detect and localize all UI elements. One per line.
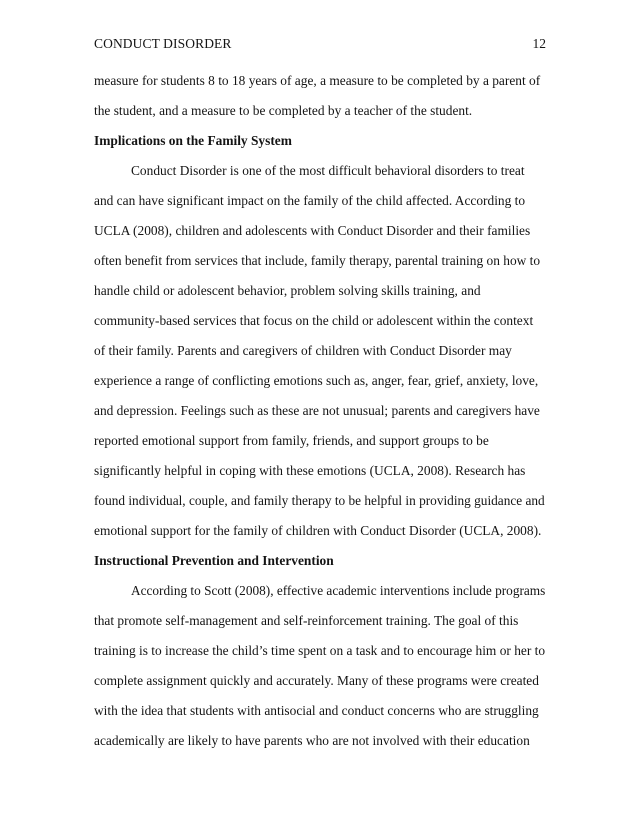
body-line: handle child or adolescent behavior, problem solving skills training, and [94, 283, 481, 298]
page-number: 12 [532, 36, 546, 51]
body-line: experience a range of conflicting emotions such as, anger, fear, grief, anxiety, love, [94, 373, 539, 388]
section-heading-instructional: Instructional Prevention and Intervention [94, 553, 334, 568]
body-line: that promote self-management and self-reinforcement training. The goal of this [94, 613, 519, 628]
body-line: the student, and a measure to be completed by a teacher of the student. [94, 103, 473, 118]
body-line: UCLA (2008), children and adolescents with Conduct Disorder and their families [94, 223, 531, 238]
body-line: and depression. Feelings such as these are not unusual; parents and caregivers have [94, 403, 540, 418]
body-line: measure for students 8 to 18 years of age, a measure to be completed by a parent of [94, 73, 541, 88]
body-line: significantly helpful in coping with these emotions (UCLA, 2008). Research has [94, 463, 526, 478]
body-line: emotional support for the family of children with Conduct Disorder (UCLA, 2008). [94, 523, 542, 538]
body-line: of their family. Parents and caregivers of children with Conduct Disorder may [94, 343, 512, 358]
body-line: academically are likely to have parents who are not involved with their education [94, 733, 530, 748]
body-line: and can have significant impact on the family of the child affected. According to [94, 193, 526, 208]
running-head: CONDUCT DISORDER [94, 36, 232, 51]
body-line: community-based services that focus on the child or adolescent within the context [94, 313, 534, 328]
body-line: with the idea that students with antisocial and conduct concerns who are struggling [94, 703, 539, 718]
body-line: often benefit from services that include, family therapy, parental training on how to [94, 253, 541, 268]
body-line: training is to increase the child’s time spent on a task and to encourage him or her to [94, 643, 546, 658]
section-heading-family-system: Implications on the Family System [94, 133, 292, 148]
body-line: complete assignment quickly and accurately. Many of these programs were created [94, 673, 539, 688]
body-line: Conduct Disorder is one of the most difficult behavioral disorders to treat [131, 163, 525, 178]
body-line: reported emotional support from family, friends, and support groups to be [94, 433, 489, 448]
body-line: found individual, couple, and family therapy to be helpful in providing guidance and [94, 493, 545, 508]
body-line: According to Scott (2008), effective academic interventions include programs [131, 583, 546, 598]
